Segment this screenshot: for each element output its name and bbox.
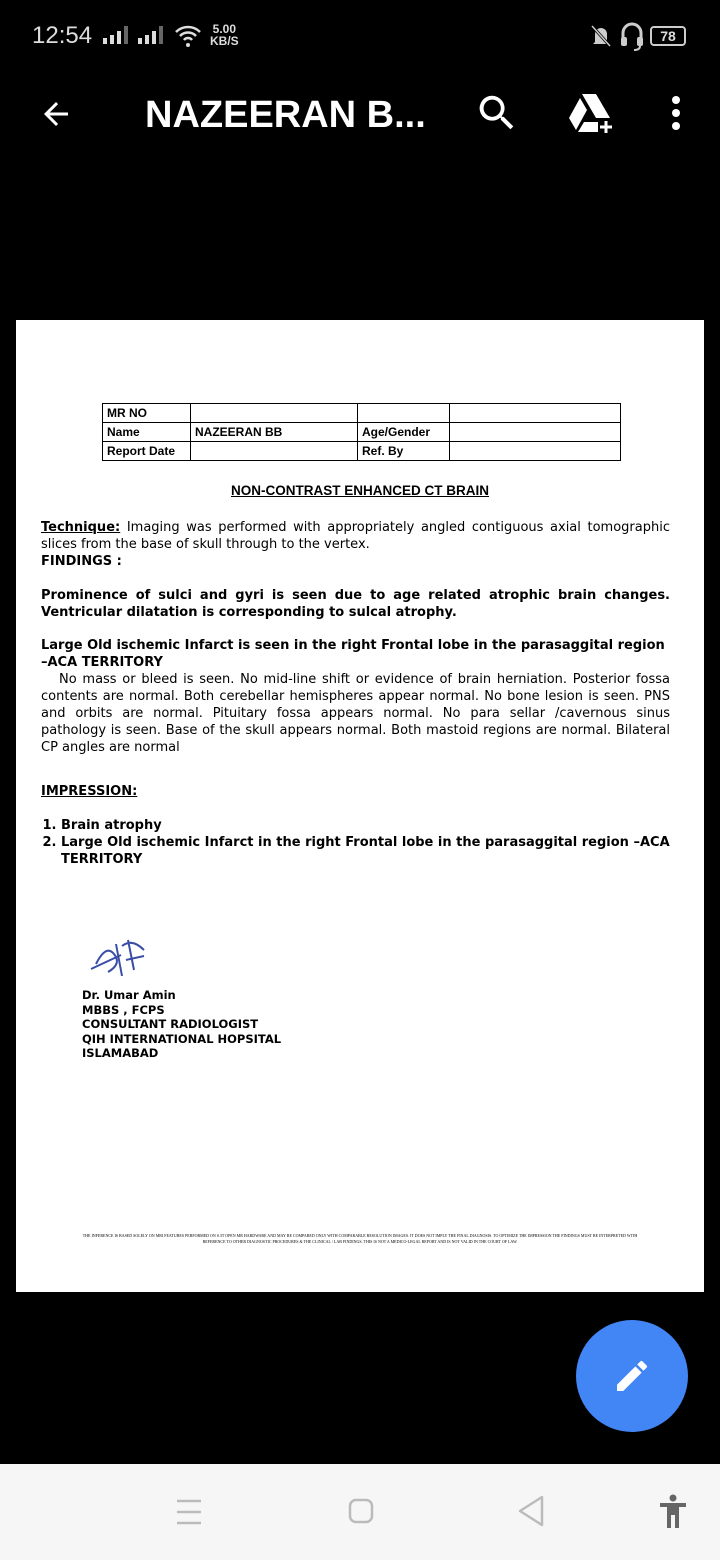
signature-block [82,988,281,1061]
speed-unit: KB/S [210,34,239,48]
technique-section [41,519,670,553]
recents-icon[interactable] [175,1497,203,1527]
document-page[interactable] [16,320,704,1292]
speed-value: 5.00 [212,22,237,36]
patient-info-table [102,403,621,461]
signal-icon [103,26,128,44]
headset-icon [619,20,645,52]
document-title: NAZEERAN B... [145,94,426,136]
bell-off-icon [590,24,612,48]
cell [450,404,621,423]
findings-normal-text: No mass or bleed is seen. No mid-line shift or evidence of brain herniation. Posterior fossa contents are normal. Both cerebellar hemispheres appear normal. No bone lesion is seen. PNS and orbits are normal. Pituitary fossa appears normal. No para sellar /cavernous sinus pathology is seen. Base of the skull appears normal. Both mastoid regions are normal. Bilateral CP angles are normal [41,672,670,755]
designation: CONSULTANT RADIOLOGIST [82,1017,259,1031]
wifi-icon [174,24,202,48]
findings-infarct [41,637,670,756]
table-row [103,423,621,442]
technique-text: Imaging was performed with appropriately angled contiguous axial tomographic slices from the base of skull through to the vertex. [41,520,670,552]
battery-indicator: 78 [650,26,686,46]
arrow-back-icon[interactable] [38,96,74,132]
qualifications: MBBS , FCPS [82,1002,165,1017]
cell: MR NO [103,404,191,423]
navigation-bar [0,1464,720,1560]
cell: Age/Gender [358,423,450,442]
impression-list [41,817,670,868]
edit-button[interactable] [576,1320,688,1432]
impression-label: IMPRESSION: [41,784,138,799]
cell: NAZEERAN BB [191,423,358,442]
search-icon[interactable] [474,90,520,136]
findings-paragraph: Prominence of sulci and gyri is seen due to age related atrophic brain changes. Ventricular dilatation is corresponding to sulcal atrophy. [41,588,670,620]
cell [450,442,621,461]
network-speed [210,23,239,47]
list-item: 2. Large Old ischemic Infarct in the right Frontal lobe in the parasaggital region –ACA TERRITORY [61,834,670,868]
cell [191,442,358,461]
findings-label: FINDINGS : [41,554,122,569]
clock: 12:54 [32,22,93,49]
back-icon[interactable] [516,1494,546,1528]
cell: Ref. By [358,442,450,461]
doctor-name: Dr. Umar Amin [82,988,176,1002]
table-row [103,404,621,423]
disclaimer: THE INFERENCE IS BASED SOLELY ON MRI FEATURES PERFORMED ON 0.3T OPEN MR HARDWARE AND MAY BE COMPARED ONLY WITH COMPARABLE RESOLUTION IMAGES. IT DOES NOT IMPLY THE FINAL DIAGNOSIS. TO OPTIMIZE THE IMPRESSION THE FINDINGS MUST BE INTERPRETED WITH REFERENCE TO OTHER DIAGNOSTIC PROCEDURES & THE CLINICAL / LAB FINDINGS. THIS IS NOT A MEDICO-LEGAL REPORT AND IS NOT VALID IN THE COURT OF LAW. [82,1233,638,1244]
home-icon[interactable] [347,1497,375,1525]
hospital: QIH INTERNATIONAL HOPSITAL [82,1031,282,1046]
more-vert-icon[interactable] [666,94,686,134]
signal-icon [138,26,163,44]
technique-label: Technique: [41,520,121,535]
cell: Name [103,423,191,442]
list-item: 1. Brain atrophy [61,817,670,834]
city: ISLAMABAD [82,1046,159,1060]
cell [450,423,621,442]
drive-add-icon[interactable] [568,92,616,136]
report-heading: NON-CONTRAST ENHANCED CT BRAIN [231,483,489,498]
cell [358,404,450,423]
edit-icon [612,1356,652,1396]
status-bar [0,0,720,70]
app-bar [0,70,720,160]
table-row [103,442,621,461]
infarct-text: Large Old ischemic Infarct is seen in the right Frontal lobe in the parasaggital region –ACA TERRITORY [41,638,665,670]
cell [191,404,358,423]
signature-image [86,934,152,984]
cell: Report Date [103,442,191,461]
accessibility-icon[interactable] [658,1494,688,1530]
